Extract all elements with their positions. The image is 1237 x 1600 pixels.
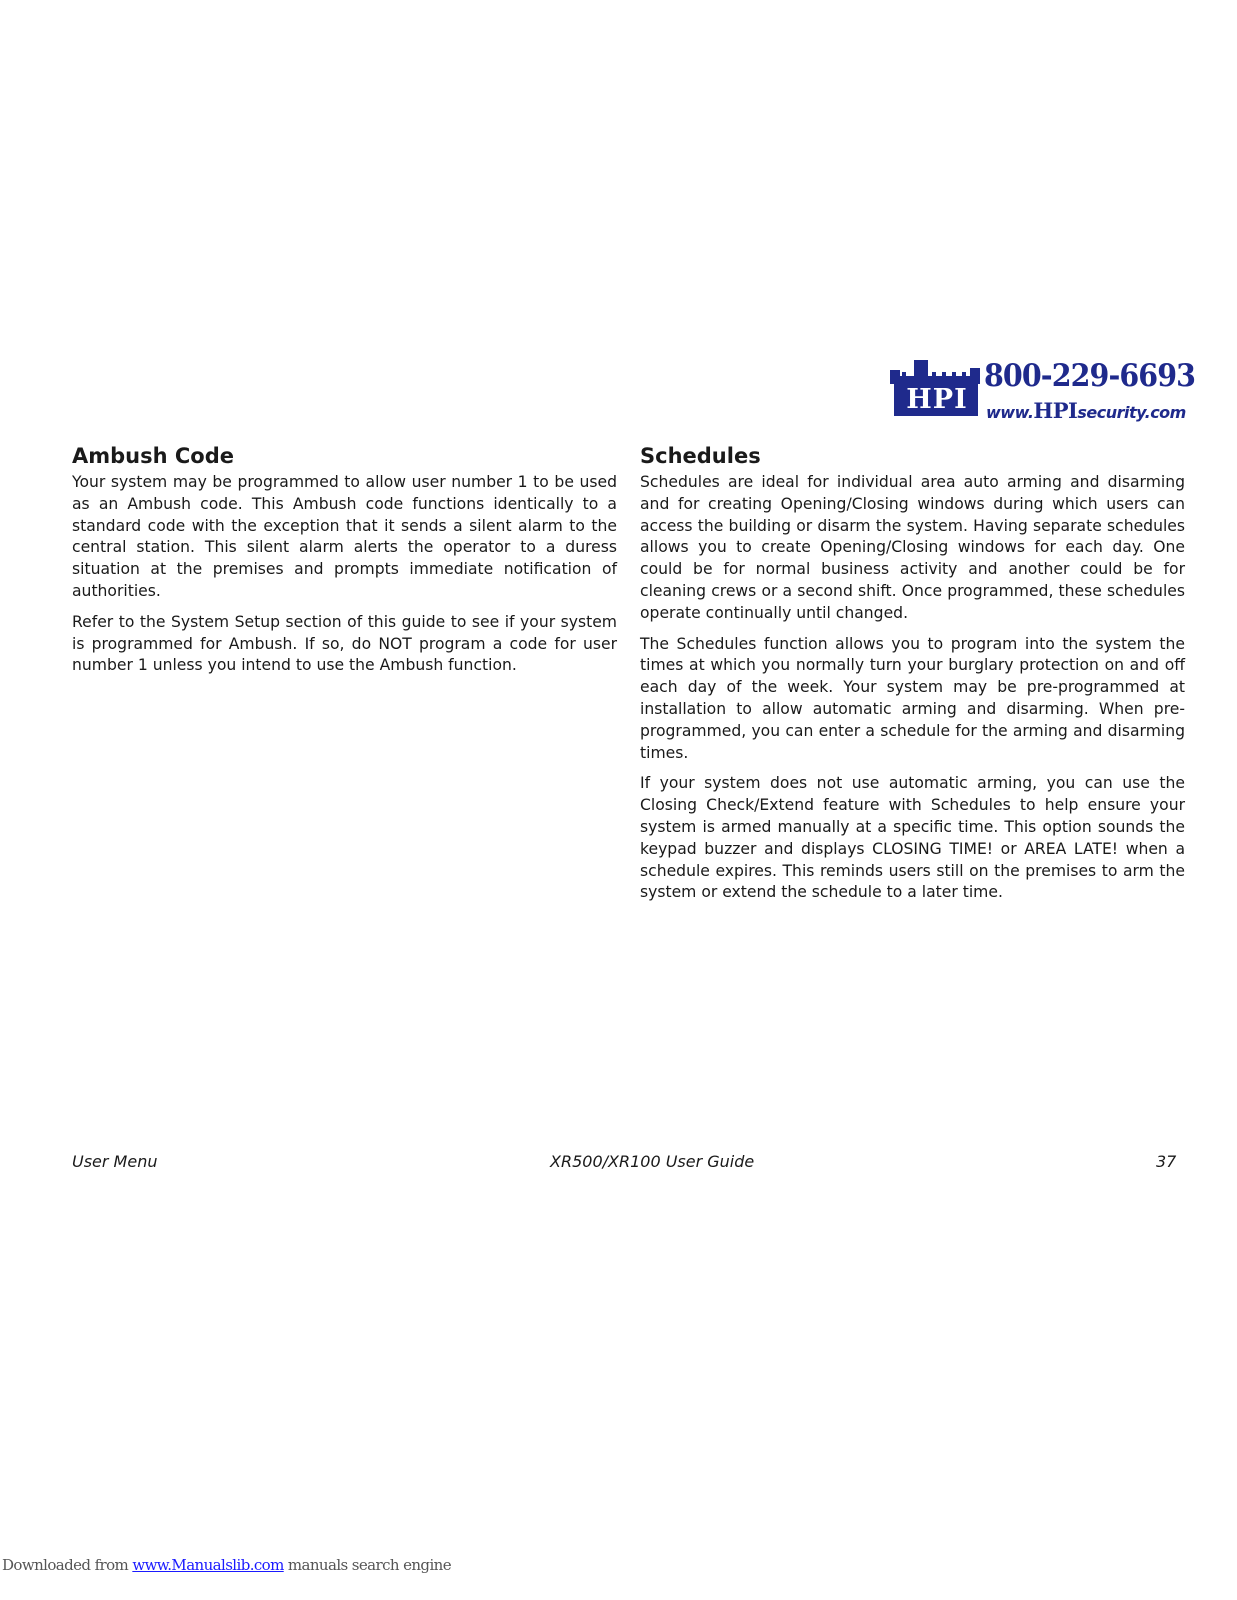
hpi-logo [890, 358, 1196, 426]
schedules-paragraph-1: Schedules are ideal for individual area auto arming and disarming and for creating Opening/Closing windows during which users can access the building or disarm the system. Having separate schedules allows you to create Opening/Closing windows for each day. One could be for normal business activity and another could be for cleaning crews or a second shift. Once programmed, these schedules operate continually until changed. [640, 473, 1185, 622]
footer-section-name: User Menu [72, 1152, 158, 1171]
ambush-code-paragraph-2: Refer to the System Setup section of this guide to see if your system is programmed for Ambush. If so, do NOT program a code for user number 1 unless you intend to use the Ambush function. [72, 612, 617, 675]
logo-website: www.HPIsecurity.com [986, 398, 1186, 423]
ambush-code-paragraph-1: Your system may be programmed to allow user number 1 to be used as an Ambush code. This Ambush code functions identically to a standard code with the exception that it sends a silent alarm to the central station. This silent alarm alerts the operator to a duress situation at the premises and prompts immediate notification of authorities. [72, 473, 617, 600]
schedules-paragraph-2: The Schedules function allows you to program into the system the times at which you normally turn your burglary protection on and off each day of the week. Your system may be pre-programmed at installation to allow automatic arming and disarming. When pre-programmed, you can enter a schedule for the arming and disarming times. [640, 634, 1185, 762]
ambush-code-section [72, 444, 617, 686]
footer-page-number: 37 [1156, 1152, 1177, 1171]
manualslib-link[interactable]: www.Manualslib.com [132, 1556, 284, 1574]
schedules-section [640, 444, 1185, 913]
schedules-heading: Schedules [640, 444, 761, 468]
logo-brand-text: HPI [906, 384, 968, 415]
footer-guide-title: XR500/XR100 User Guide [550, 1152, 755, 1171]
ambush-code-heading: Ambush Code [72, 444, 234, 468]
download-banner: Downloaded from www.Manualslib.com manuals search engine [2, 1556, 451, 1574]
schedules-paragraph-3: If your system does not use automatic arming, you can use the Closing Check/Extend feature with Schedules to help ensure your system is armed manually at a specific time. This option sounds the keypad buzzer and displays CLOSING TIME! or AREA LATE! when a schedule expires. This reminds users still on the premises to arm the system or extend the schedule to a later time. [640, 774, 1185, 902]
logo-phone-number: 800-229-6693 [984, 358, 1196, 394]
